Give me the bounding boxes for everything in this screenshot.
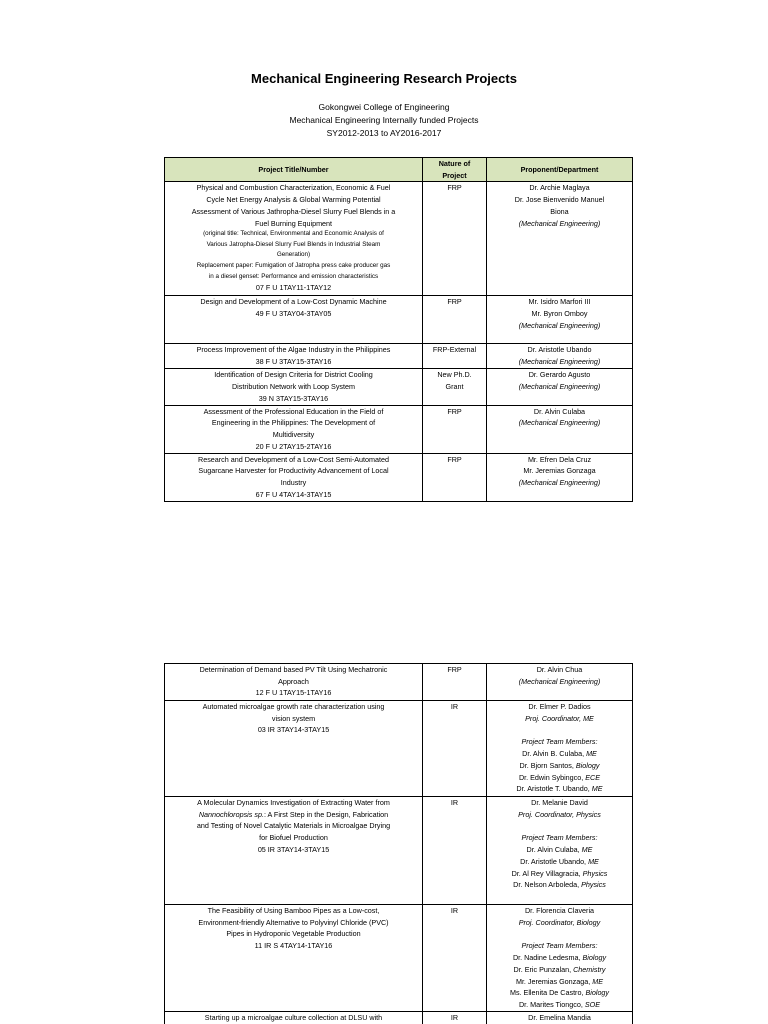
project-title-cell: Research and Development of a Low-Cost Semi-Automated Sugarcane Harvester for Productivity Advancement of Local Industry 67 F U 4TAY14-3TAY15 (165, 453, 423, 501)
table-header-row (165, 158, 633, 182)
project-number: 38 F U 3TAY15-3TAY16 (255, 357, 332, 367)
nature-cell: FRP-External (423, 344, 487, 369)
proponent-cell: Dr. Gerardo Agusto (Mechanical Engineering) (487, 369, 633, 405)
project-number: 03 IR 3TAY14-3TAY15 (257, 725, 330, 735)
table-row (165, 453, 633, 501)
table-row (165, 797, 633, 905)
nature-cell: IR (423, 797, 487, 905)
proponent-cell: Dr. Alvin Chua (Mechanical Engineering) (487, 664, 633, 701)
proponent-cell: Dr. Melanie David Proj. Coordinator, Physics Project Team Members: Dr. Alvin Culaba, ME Dr. Aristotle Ubando, ME Dr. Al Rey Villagracia, Physics Dr. Nelson Arboleda, Physics (487, 797, 633, 905)
college-name: Gokongwei College of Engineering (318, 102, 450, 112)
nature-cell: New Ph.D. Grant (423, 369, 487, 405)
project-number: 49 F U 3TAY04-3TAY05 (255, 309, 332, 319)
projects-table-2 (164, 663, 633, 1024)
project-title-cell: The Feasibility of Using Bamboo Pipes as a Low-cost, Environment-friendly Alternative to Polyvinyl Chloride (PVC) Pipes in Hydroponic Vegetable Production 11 IR S 4TAY14-1TAY16 (165, 905, 423, 1012)
header-nature: Nature of Project (423, 158, 487, 182)
project-title-cell: Process Improvement of the Algae Industry in the Philippines 38 F U 3TAY15-3TAY16 (165, 344, 423, 369)
proponent-cell: Mr. Isidro Marfori III Mr. Byron Omboy (Mechanical Engineering) (487, 296, 633, 344)
nature-cell: FRP (423, 405, 487, 453)
project-number: 39 N 3TAY15-3TAY16 (258, 393, 329, 403)
nature-cell: FRP (423, 182, 487, 296)
table-row (165, 905, 633, 1012)
projects-table-1 (164, 157, 633, 502)
project-title-cell: Starting up a microalgae culture collection at DLSU with (165, 1012, 423, 1024)
project-title-cell: Design and Development of a Low-Cost Dynamic Machine 49 F U 3TAY04-3TAY05 (165, 296, 423, 344)
nature-cell: IR (423, 701, 487, 797)
report-scope: Mechanical Engineering Internally funded Projects (289, 115, 479, 125)
table-row (165, 701, 633, 797)
project-title-cell: Identification of Design Criteria for District Cooling Distribution Network with Loop System 39 N 3TAY15-3TAY16 (165, 369, 423, 405)
table-row (165, 344, 633, 369)
nature-cell: IR (423, 1012, 487, 1024)
project-title-cell: Determination of Demand based PV Tilt Using Mechatronic Approach 12 F U 1TAY15-1TAY16 (165, 664, 423, 701)
proponent-cell: Dr. Emelina Mandia (487, 1012, 633, 1024)
project-number: 11 IR S 4TAY14-1TAY16 (254, 941, 333, 951)
table-row (165, 296, 633, 344)
proponent-cell: Dr. Aristotle Ubando (Mechanical Engineering) (487, 344, 633, 369)
school-year-range: SY2012-2013 to AY2016-2017 (326, 128, 442, 138)
project-number: 07 F U 1TAY11-1TAY12 (255, 283, 332, 293)
table-row (165, 664, 633, 701)
table-row (165, 405, 633, 453)
proponent-cell: Dr. Elmer P. Dadios Proj. Coordinator, ME Project Team Members: Dr. Alvin B. Culaba, ME Dr. Bjorn Santos, Biology Dr. Edwin Sybingco, ECE Dr. Aristotle T. Ubando, ME (487, 701, 633, 797)
proponent-cell: Dr. Alvin Culaba (Mechanical Engineering) (487, 405, 633, 453)
table-row (165, 182, 633, 296)
project-number: 12 F U 1TAY15-1TAY16 (255, 688, 332, 698)
project-title-cell: Assessment of the Professional Education in the Field of Engineering in the Philippines: The Development of Multidiversity 20 F U 2TAY15-2TAY16 (165, 405, 423, 453)
nature-cell: FRP (423, 296, 487, 344)
page-title: Mechanical Engineering Research Projects (251, 71, 517, 86)
proponent-cell: Dr. Archie Maglaya Dr. Jose Bienvenido Manuel Biona (Mechanical Engineering) (487, 182, 633, 296)
header-proponent: Proponent/Department (487, 158, 633, 182)
table-row (165, 1012, 633, 1024)
project-title-cell: Physical and Combustion Characterization, Economic & Fuel Cycle Net Energy Analysis & Global Warming Potential Assessment of Various Jathropha-Diesel Slurry Fuel Blends in a Fuel Burning Equipment (original title: Technical, Environmental and Economic Analysis of Various Jatropha-Diesel Slurry Fuel Blends in Industrial Steam Generation) Replacement paper: Fumigation of Jatropha press cake producer gas in a diesel genset: Performance and emission characteristics 07 F U 1TAY11-1TAY12 (165, 182, 423, 296)
table-row (165, 369, 633, 405)
nature-cell: FRP (423, 664, 487, 701)
project-number: 67 F U 4TAY14-3TAY15 (255, 489, 332, 499)
project-title-cell: A Molecular Dynamics Investigation of Extracting Water from Nannochloropsis sp.: A First Step in the Design, Fabrication and Testing of Novel Catalytic Materials in Microalgae Drying for Biofuel Production 05 IR 3TAY14-3TAY15 (165, 797, 423, 905)
project-number: 20 F U 2TAY15-2TAY16 (255, 441, 332, 451)
header-project-title: Project Title/Number (165, 158, 423, 182)
nature-cell: FRP (423, 453, 487, 501)
project-title-cell: Automated microalgae growth rate characterization using vision system 03 IR 3TAY14-3TAY15 (165, 701, 423, 797)
project-number: 05 IR 3TAY14-3TAY15 (257, 844, 330, 854)
nature-cell: IR (423, 905, 487, 1012)
proponent-cell: Dr. Florencia Claveria Proj. Coordinator, Biology Project Team Members: Dr. Nadine Ledesma, Biology Dr. Eric Punzalan, Chemistry Mr. Jeremias Gonzaga, ME Ms. Ellenita De Castro, Biology Dr. Marites Tiongco, SOE (487, 905, 633, 1012)
proponent-cell: Mr. Efren Dela Cruz Mr. Jeremias Gonzaga (Mechanical Engineering) (487, 453, 633, 501)
